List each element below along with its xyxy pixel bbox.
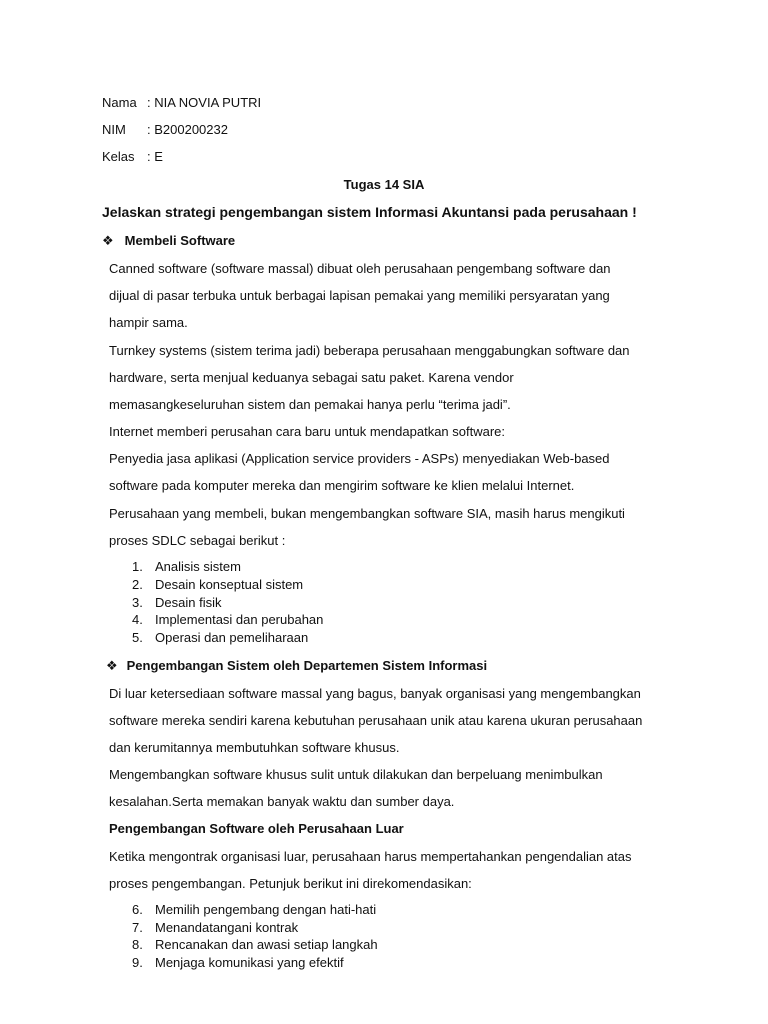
list-number: 7. <box>132 920 143 935</box>
list-item <box>132 919 298 936</box>
paragraph-line: proses SDLC sebagai berikut : <box>109 533 286 548</box>
list-number: 8. <box>132 937 143 952</box>
paragraph-line: proses pengembangan. Petunjuk berikut ini direkomendasikan: <box>109 876 472 891</box>
paragraph-line: dan kerumitannya membutuhkan software khusus. <box>109 740 400 755</box>
nama-label: Nama <box>102 95 137 110</box>
paragraph-line: Internet memberi perusahan cara baru untuk mendapatkan software: <box>109 424 506 439</box>
list-item <box>132 558 241 575</box>
list-number: 1. <box>132 559 143 574</box>
list-item <box>132 629 308 646</box>
section-heading-label: Pengembangan Sistem oleh Departemen Sistem Informasi <box>126 658 488 673</box>
list-text: Implementasi dan perubahan <box>155 612 324 627</box>
kelas-label: Kelas <box>102 149 135 164</box>
paragraph-line: software mereka sendiri karena kebutuhan perusahaan unik atau karena ukuran perusahaan <box>109 713 643 728</box>
list-number: 6. <box>132 902 143 917</box>
list-text: Rencanakan dan awasi setiap langkah <box>155 937 378 952</box>
list-item <box>132 936 378 953</box>
list-text: Desain konseptual sistem <box>155 577 304 592</box>
diamond-bullet-icon: ❖ <box>106 658 118 673</box>
list-item <box>132 594 221 611</box>
paragraph-line: memasangkeseluruhan sistem dan pemakai hanya perlu “terima jadi”. <box>109 397 511 412</box>
page-title: Tugas 14 SIA <box>343 177 425 192</box>
nim-label: NIM <box>102 122 126 137</box>
section-heading-departemen-si <box>106 657 487 674</box>
paragraph-line: Ketika mengontrak organisasi luar, perusahaan harus mempertahankan pengendalian atas <box>109 849 632 864</box>
list-number: 5. <box>132 630 143 645</box>
nama-value: : NIA NOVIA PUTRI <box>147 95 262 110</box>
section-heading-label: Membeli Software <box>124 233 236 248</box>
list-number: 2. <box>132 577 143 592</box>
list-item <box>132 954 344 971</box>
paragraph-line: hardware, serta menjual keduanya sebagai satu paket. Karena vendor <box>109 370 514 385</box>
paragraph-line: Turnkey systems (sistem terima jadi) beberapa perusahaan menggabungkan software dan <box>109 343 630 358</box>
question-heading: Jelaskan strategi pengembangan sistem Informasi Akuntansi pada perusahaan ! <box>102 204 637 220</box>
list-item <box>132 611 323 628</box>
paragraph-line: hampir sama. <box>109 315 188 330</box>
list-text: Desain fisik <box>155 595 222 610</box>
list-text: Memilih pengembang dengan hati-hati <box>155 902 377 917</box>
list-item <box>132 901 376 918</box>
paragraph-line: Canned software (software massal) dibuat oleh perusahaan pengembang software dan <box>109 261 611 276</box>
paragraph-line: software pada komputer mereka dan mengirim software ke klien melalui Internet. <box>109 478 575 493</box>
list-text: Operasi dan pemeliharaan <box>155 630 309 645</box>
paragraph-line: Mengembangkan software khusus sulit untuk dilakukan dan berpeluang menimbulkan <box>109 767 603 782</box>
diamond-bullet-icon: ❖ <box>102 233 114 248</box>
paragraph-line: Di luar ketersediaan software massal yang bagus, banyak organisasi yang mengembangkan <box>109 686 641 701</box>
list-text: Menjaga komunikasi yang efektif <box>155 955 344 970</box>
paragraph-line: Perusahaan yang membeli, bukan mengembangkan software SIA, masih harus mengikuti <box>109 506 625 521</box>
list-text: Analisis sistem <box>155 559 241 574</box>
paragraph-line: kesalahan.Serta memakan banyak waktu dan sumber daya. <box>109 794 455 809</box>
section-heading-perusahaan-luar: Pengembangan Software oleh Perusahaan Luar <box>109 821 404 836</box>
section-heading-membeli-software <box>102 232 235 249</box>
list-number: 3. <box>132 595 143 610</box>
list-number: 9. <box>132 955 143 970</box>
list-item <box>132 576 303 593</box>
list-text: Menandatangani kontrak <box>155 920 299 935</box>
paragraph-line: Penyedia jasa aplikasi (Application service providers - ASPs) menyediakan Web-based <box>109 451 610 466</box>
kelas-value: : E <box>147 149 163 164</box>
nim-value: : B200200232 <box>147 122 228 137</box>
paragraph-line: dijual di pasar terbuka untuk berbagai lapisan pemakai yang memiliki persyaratan yang <box>109 288 610 303</box>
list-number: 4. <box>132 612 143 627</box>
